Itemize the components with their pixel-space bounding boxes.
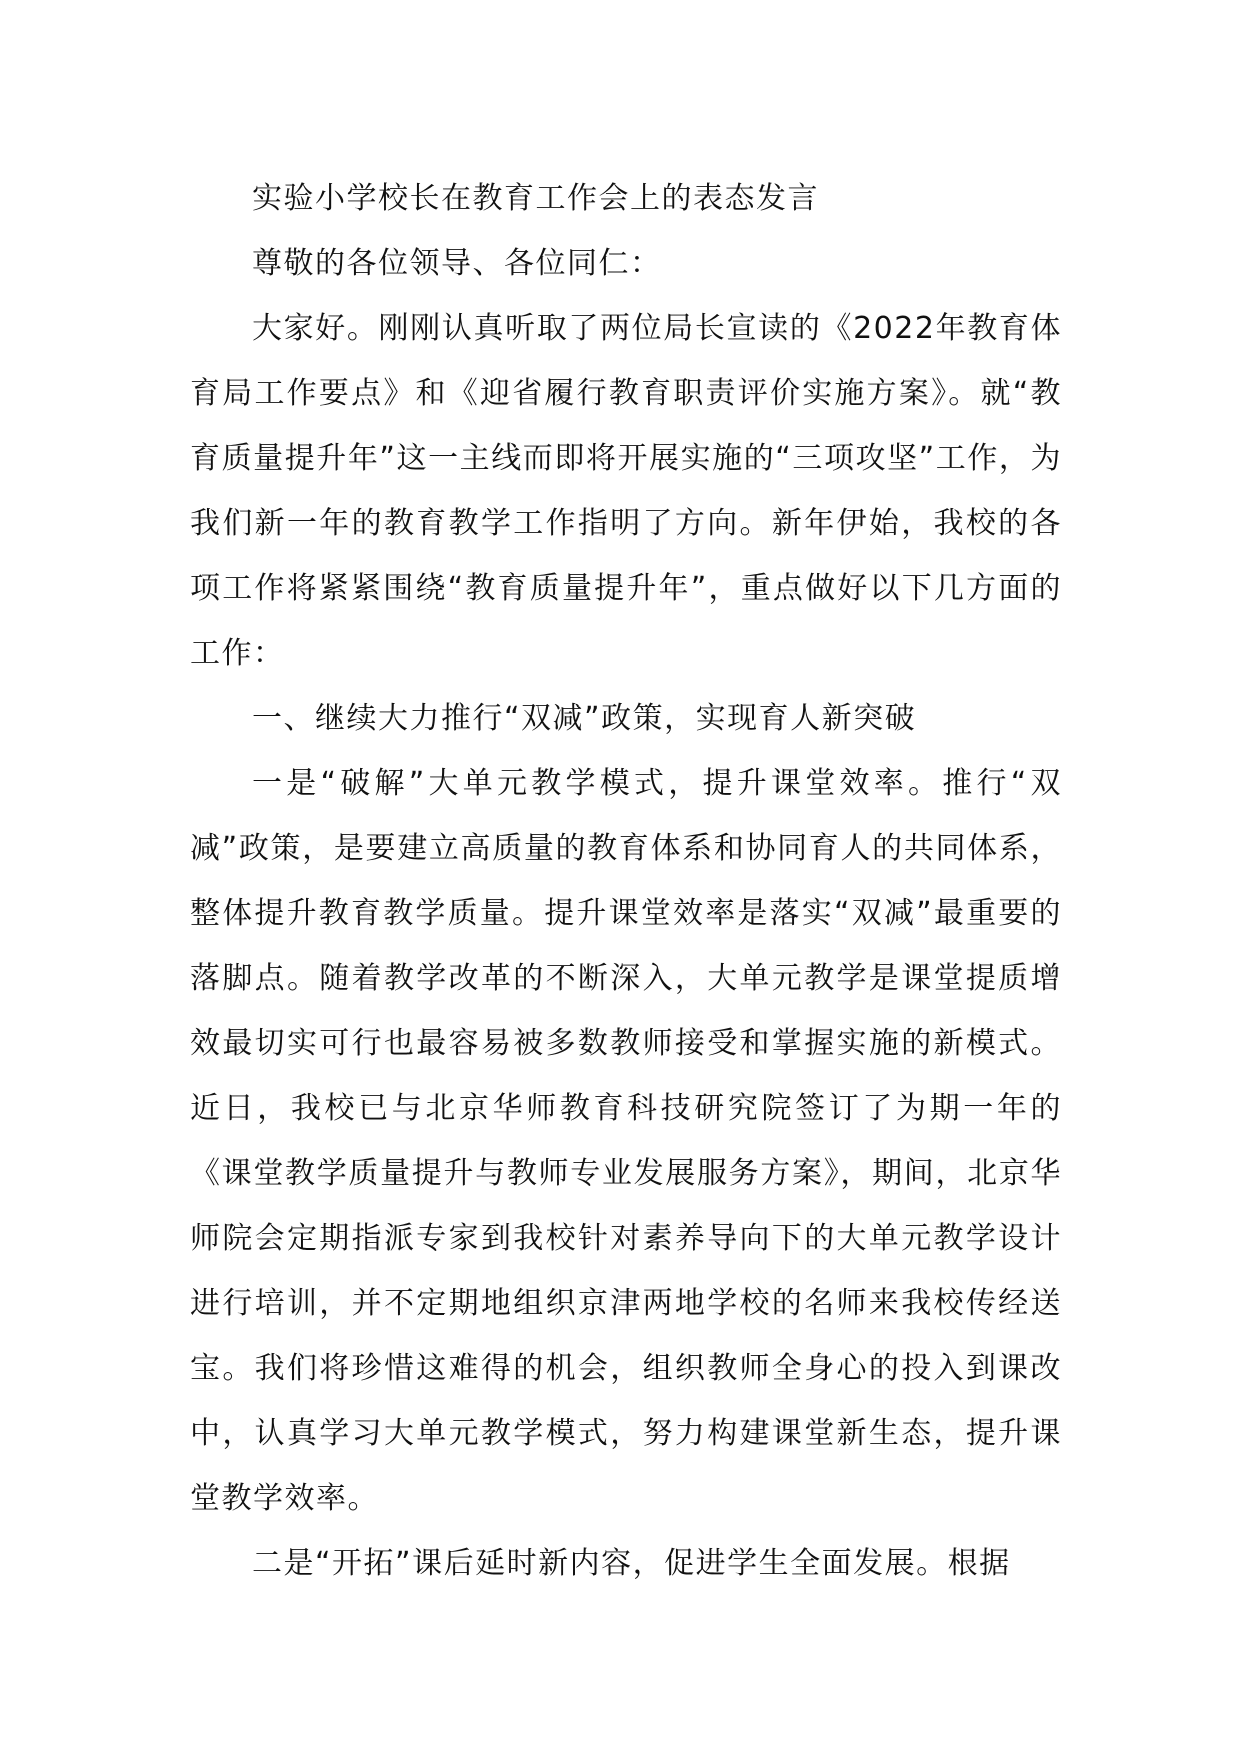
paragraph-second-point: 二是“开拓”课后延时新内容，促进学生全面发展。根据 [252, 1546, 1011, 1581]
document-title: 实验小学校长在教育工作会上的表态发言 [252, 181, 819, 216]
document-body [190, 166, 1062, 1596]
section-heading: 一、继续大力推行“双减”政策，实现育人新突破 [252, 701, 917, 736]
salutation: 尊敬的各位领导、各位同仁： [252, 246, 662, 281]
paragraph-first-point: 一是“破解”大单元教学模式，提升课堂效率。推行“双减”政策，是要建立高质量的教育体系和协同育人的共同体系，整体提升教育教学质量。提升课堂效率是落实“双减”最重要的落脚点。随着教学改革的不断深入，大单元教学是课堂提质增效最切实可行也最容易被多数教师接受和掌握实施的新模式。近日，我校已与北京华师教育科技研究院签订了为期一年的《课堂教学质量提升与教师专业发展服务方案》，期间，北京华师院会定期指派专家到我校针对素养导向下的大单元教学设计进行培训，并不定期地组织京津两地学校的名师来我校传经送宝。我们将珍惜这难得的机会，组织教师全身心的投入到课改中，认真学习大单元教学模式，努力构建课堂新生态，提升课堂教学效率。 [190, 766, 1062, 1516]
paragraph-intro: 大家好。刚刚认真听取了两位局长宣读的《2022年教育体育局工作要点》和《迎省履行教育职责评价实施方案》。就“教育质量提升年”这一主线而即将开展实施的“三项攻坚”工作，为我们新一年的教育教学工作指明了方向。新年伊始，我校的各项工作将紧紧围绕“教育质量提升年”，重点做好以下几方面的工作： [190, 311, 1062, 671]
